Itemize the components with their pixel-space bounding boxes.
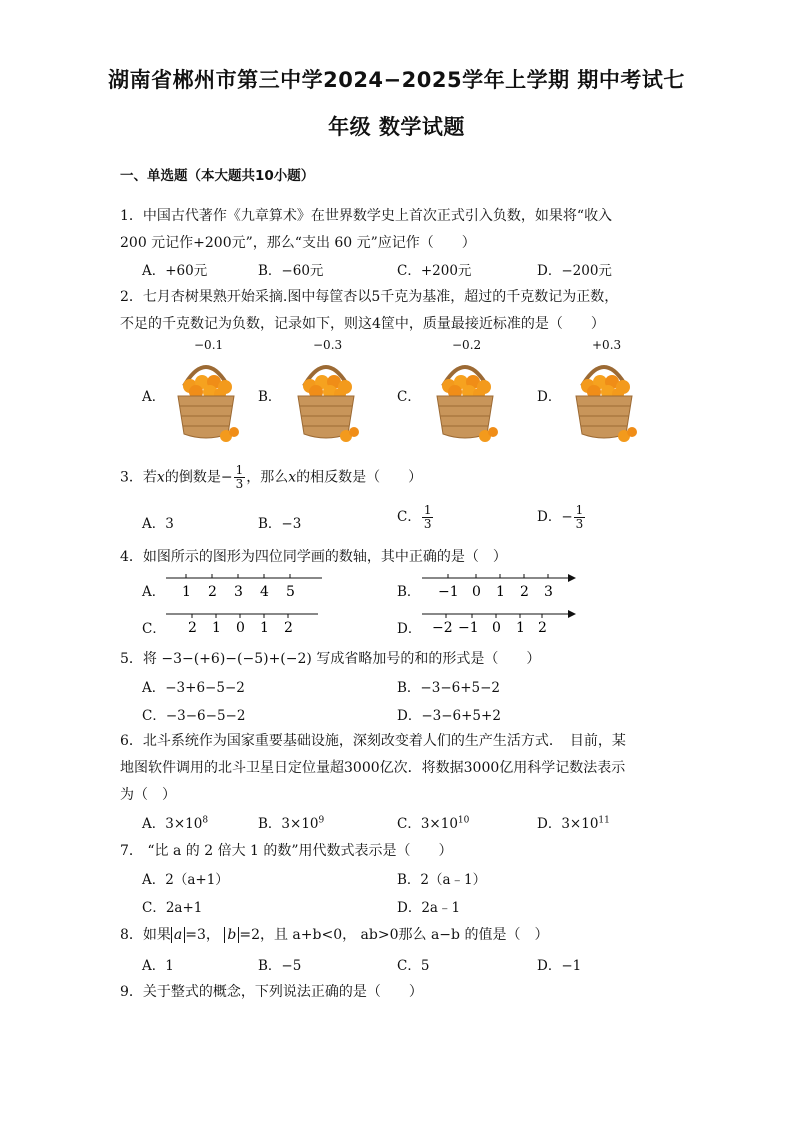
section-heading: 一、单选题（本大题共10小题）	[120, 168, 315, 184]
apricot-basket-c-icon	[429, 352, 501, 444]
q7-option-d: D．2a﹣1	[397, 900, 461, 916]
q5-option-b: B．−3−6+5−2	[397, 680, 501, 696]
q4-option-d-letter: D．	[397, 621, 422, 637]
q6-option-d-exp: 11	[598, 815, 610, 826]
q2-option-b-letter: B．	[258, 389, 282, 405]
q7-option-b: B．2（a﹣1）	[397, 872, 487, 888]
q3-option-d-fraction	[574, 504, 586, 531]
q2-line2: 不足的千克数记为负数，记录如下，则这4筐中，质量最接近标准的是（ ）	[120, 316, 605, 332]
axis-a-label-2: 3	[234, 584, 243, 600]
axis-c-label-4: 2	[284, 620, 293, 636]
q3-option-a: A．3	[142, 516, 174, 532]
q6-option-a-base: A．3×10	[142, 816, 203, 832]
q6-option-a-exp: 8	[202, 815, 209, 826]
q8-prefix: 8．如果	[120, 927, 171, 943]
q3-option-c-num: 1	[423, 503, 432, 517]
q8-option-a: A．1	[142, 958, 174, 974]
q3-option-d-letter: D．−	[537, 509, 573, 525]
q8-option-c: C．5	[397, 958, 430, 974]
basket-c-label: −0.2	[452, 338, 482, 352]
axis-b-label-3: 2	[520, 584, 529, 600]
q5-option-a: A．−3+6−5−2	[142, 680, 245, 696]
q8-abs-b	[224, 927, 239, 943]
q1-option-a: A．+60元	[142, 263, 208, 279]
q1-line1: 1．中国古代著作《九章算术》在世界数学史上首次正式引入负数，如果将“收入	[120, 208, 613, 224]
q6-option-c	[397, 812, 469, 832]
q7-option-a: A．2（a+1）	[142, 872, 229, 888]
q6-line3: 为（ ）	[120, 787, 176, 803]
axis-b-label-2: 1	[496, 584, 505, 600]
q8-eq-a: =3，	[185, 927, 220, 943]
q6-option-c-exp: 10	[457, 815, 470, 826]
axis-b-label-0: −1	[438, 584, 459, 600]
axis-d-label-3: 1	[516, 620, 525, 636]
q3-option-c	[397, 504, 434, 531]
q3-neg: −	[220, 469, 233, 486]
number-line-a	[162, 570, 332, 602]
q6-line1: 6．北斗系统作为国家重要基础设施，深刻改变着人们的生产生活方式． 目前，某	[120, 733, 626, 749]
q6-option-d	[537, 812, 610, 832]
q6-option-b	[258, 812, 324, 832]
q6-option-b-exp: 9	[318, 815, 325, 826]
axis-d-label-0: −2	[432, 620, 453, 636]
q6-option-d-base: D．3×10	[537, 816, 599, 832]
axis-c-label-0: 2	[188, 620, 197, 636]
q6-option-b-base: B．3×10	[258, 816, 319, 832]
q3-option-d-den: 3	[575, 517, 584, 531]
q3-var-x: x	[156, 469, 165, 486]
q6-option-a	[142, 812, 208, 832]
q8-line	[120, 924, 548, 944]
q3-mid2: ，那么	[246, 469, 289, 486]
axis-c-label-2: 0	[236, 620, 245, 636]
q6-line2: 地图软件调用的北斗卫星日定位量超3000亿次．将数据3000亿用科学记数法表示	[120, 760, 626, 776]
q8-abs-a-var: a	[173, 927, 183, 943]
axis-b-label-1: 0	[472, 584, 481, 600]
q8-option-d: D．−1	[537, 958, 582, 974]
q8-option-b: B．−5	[258, 958, 302, 974]
number-line-d	[420, 606, 580, 638]
q2-line1: 2．七月杏树果熟开始采摘.图中每筐杏以5千克为基准，超过的千克数记为正数，	[120, 289, 619, 305]
q3-mid1: 的倒数是	[164, 469, 221, 486]
q4-option-a-letter: A．	[142, 584, 166, 600]
q3-mid3: 的相反数是（ ）	[296, 469, 423, 486]
q3-option-b: B．−3	[258, 516, 302, 532]
q3-option-c-den: 3	[423, 517, 432, 531]
q4-option-b-letter: B．	[397, 584, 421, 600]
axis-d-label-4: 2	[538, 620, 547, 636]
q3-prefix: 3．若	[120, 469, 157, 486]
q1-option-d: D．−200元	[537, 263, 612, 279]
axis-a-label-1: 2	[208, 584, 217, 600]
q3-option-c-letter: C．	[397, 509, 421, 525]
q3-option-d-num: 1	[575, 503, 584, 517]
q3-line	[120, 464, 422, 491]
number-line-b	[420, 570, 580, 602]
q5-line: 5．将 −3−(+6)−(−5)+(−2) 写成省略加号的和的形式是（ ）	[120, 651, 541, 667]
axis-a-label-4: 5	[286, 584, 295, 600]
q2-option-d-letter: D．	[537, 389, 562, 405]
q1-option-c: C．+200元	[397, 263, 472, 279]
apricot-basket-b-icon	[290, 352, 362, 444]
axis-d-label-2: 0	[492, 620, 501, 636]
q9-line: 9．关于整式的概念，下列说法正确的是（ ）	[120, 984, 423, 1000]
q3-frac-den: 3	[235, 477, 244, 491]
axis-c-label-3: 1	[260, 620, 269, 636]
basket-d-label: +0.3	[592, 338, 622, 352]
q1-line2: 200 元记作+200元”，那么“支出 60 元”应记作（ ）	[120, 235, 476, 251]
page-title-line2: 年级 数学试题	[328, 115, 465, 139]
number-line-c	[162, 606, 332, 638]
q3-option-d	[537, 504, 586, 531]
q6-option-c-base: C．3×10	[397, 816, 458, 832]
q4-line: 4．如图所示的图形为四位同学画的数轴，其中正确的是（ ）	[120, 549, 507, 565]
q1-option-b: B．−60元	[258, 263, 324, 279]
q8-abs-b-var: b	[227, 927, 237, 943]
apricot-basket-d-icon	[568, 352, 640, 444]
axis-a-label-0: 1	[182, 584, 191, 600]
q2-option-c-letter: C．	[397, 389, 421, 405]
q8-abs-a	[171, 927, 185, 943]
axis-d-label-1: −1	[458, 620, 479, 636]
axis-b-label-4: 3	[544, 584, 553, 600]
q4-option-c-letter: C．	[142, 621, 166, 637]
q7-line: 7． “比 a 的 2 倍大 1 的数”用代数式表示是（ ）	[120, 843, 453, 859]
q8-rest: =2，且 a+b<0， ab>0那么 a−b 的值是（ ）	[239, 927, 549, 943]
page-title-line1: 湖南省郴州市第三中学2024−2025学年上学期 期中考试七	[108, 68, 685, 92]
q3-fraction	[234, 464, 246, 491]
q7-option-c: C．2a+1	[142, 900, 203, 916]
axis-c-label-1: 1	[212, 620, 221, 636]
apricot-basket-a-icon	[170, 352, 242, 444]
q5-option-d: D．−3−6+5+2	[397, 708, 501, 724]
basket-b-label: −0.3	[313, 338, 343, 352]
q3-var-x2: x	[288, 469, 297, 486]
basket-a-label: −0.1	[194, 338, 224, 352]
q3-option-c-fraction	[422, 504, 434, 531]
q5-option-c: C．−3−6−5−2	[142, 708, 246, 724]
q3-frac-num: 1	[235, 463, 244, 477]
axis-a-label-3: 4	[260, 584, 269, 600]
q2-option-a-letter: A．	[142, 389, 166, 405]
